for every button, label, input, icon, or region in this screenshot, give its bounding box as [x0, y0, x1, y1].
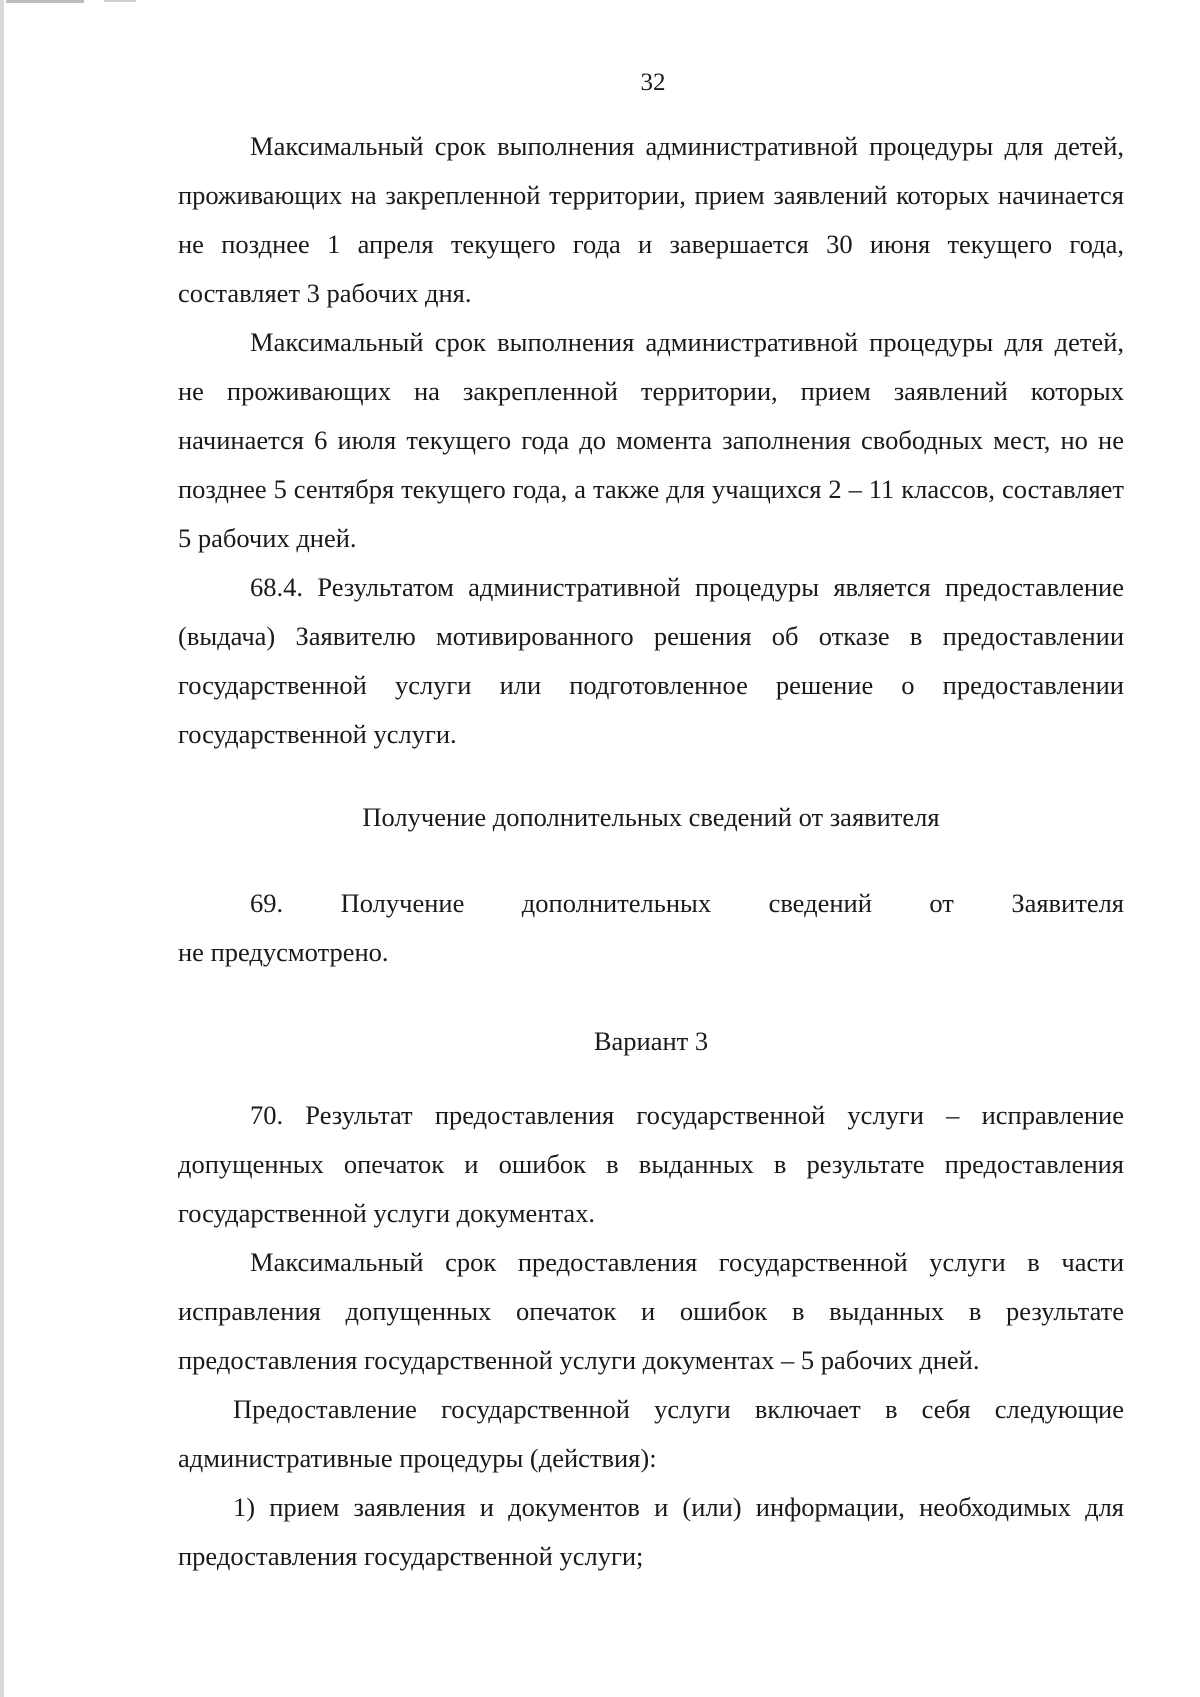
paragraph-term-resident: Максимальный срок выполнения административной процедуры для детей, проживающих на закрепленной территории, прием заявлений которых начинается не позднее 1 апреля текущего года и завершается 30 июня текущего года, составляет 3 рабочих дня. [178, 131, 1124, 308]
paragraph-procedures-intro: Предоставление государственной услуги включает в себя следующие административные процедуры (действия): [178, 1394, 1124, 1473]
document-body [178, 122, 1124, 1581]
paragraph-69-line2: не предусмотрено. [178, 937, 389, 967]
page-number: 32 [640, 69, 666, 96]
scan-mark [6, 0, 84, 3]
scan-mark [104, 0, 136, 2]
paragraph-69-line1: 69. Получение дополнительных сведений от Заявителя [250, 888, 1124, 918]
paragraph-term-correction: Максимальный срок предоставления государственной услуги в части исправления допущенных опечаток и ошибок в выданных в результате предоставления государственной услуги документах – 5 рабочих дней. [178, 1247, 1124, 1375]
scan-edge [0, 0, 4, 1697]
paragraph-70: 70. Результат предоставления государственной услуги – исправление допущенных опечаток и ошибок в выданных в результате предоставления государственной услуги документах. [178, 1100, 1124, 1228]
section-heading-additional-info: Получение дополнительных сведений от заявителя [362, 802, 940, 832]
paragraph-term-nonresident: Максимальный срок выполнения административной процедуры для детей, не проживающих на закрепленной территории, прием заявлений которых начинается 6 июля текущего года до момента заполнения свободных мест, но не позднее 5 сентября текущего года, а также для учащихся 2 – 11 классов, составляет 5 рабочих дней. [178, 327, 1124, 553]
section-heading-variant-3: Вариант 3 [593, 1026, 709, 1056]
paragraph-procedure-1: 1) прием заявления и документов и (или) информации, необходимых для предоставления государственной услуги; [178, 1492, 1124, 1571]
paragraph-68-4: 68.4. Результатом административной процедуры является предоставление (выдача) Заявителю мотивированного решения об отказе в предоставлении государственной услуги или подготовленное решение о предоставлении государственной услуги. [178, 572, 1124, 749]
